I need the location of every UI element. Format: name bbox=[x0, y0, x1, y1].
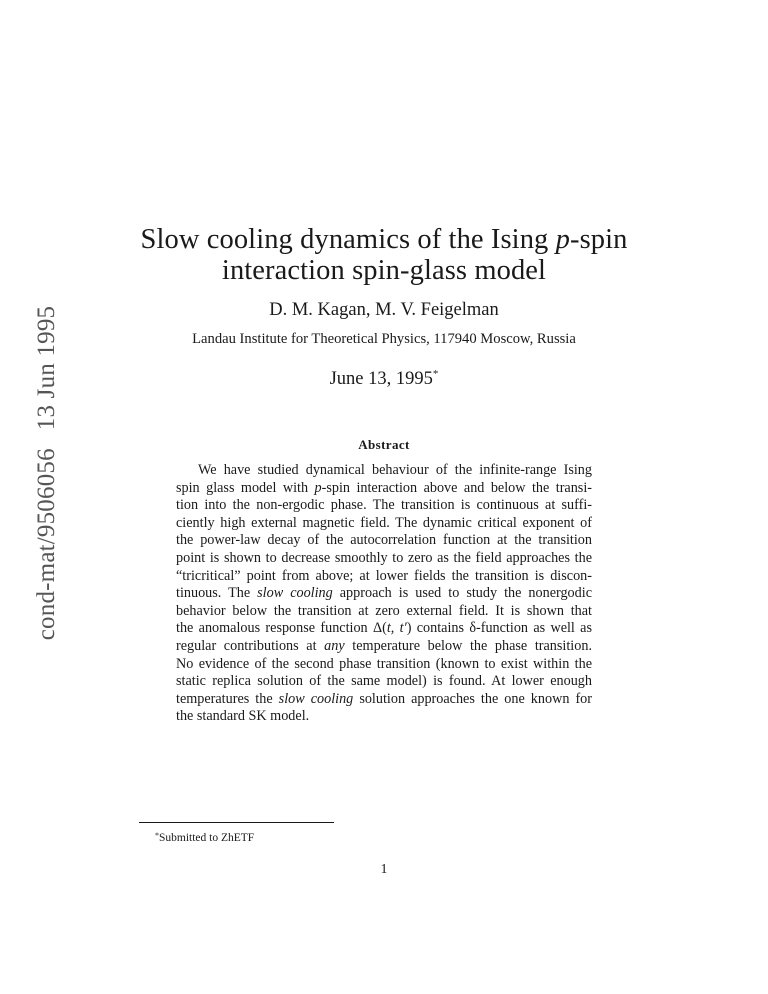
abstract-line: static replica solution of the same model) is found. At lower enough bbox=[176, 673, 592, 690]
abstract-line: the standard SK model. bbox=[176, 708, 310, 725]
abstract-line: No evidence of the second phase transition (known to exist within the bbox=[176, 655, 592, 672]
abstract-line: the power-law decay of the autocorrelation function at the transition bbox=[176, 532, 592, 549]
footnote-marker: * bbox=[432, 368, 439, 380]
affiliation: Landau Institute for Theoretical Physics, 117940 Moscow, Russia bbox=[192, 331, 576, 347]
abstract-line: We have studied dynamical behaviour of the infinite-range Ising bbox=[198, 462, 592, 478]
arxiv-sidebar-stamp bbox=[33, 306, 61, 641]
abstract-line: the anomalous response function Δ(t, t′) contains δ-function as well as bbox=[176, 620, 592, 637]
date-text: June 13, 1995 bbox=[329, 369, 433, 389]
arxiv-date: 13 Jun 1995 bbox=[33, 305, 60, 431]
authors: D. M. Kagan, M. V. Feigelman bbox=[269, 300, 499, 320]
title-math-p: p bbox=[555, 224, 570, 255]
abstract-line: point is shown to decrease smoothly to zero as the field approaches the bbox=[176, 549, 592, 566]
footnote-divider bbox=[139, 822, 334, 823]
page-number: 1 bbox=[380, 862, 388, 877]
title-line-1 bbox=[140, 224, 628, 255]
abstract-line: spin glass model with p-spin interaction above and below the transi- bbox=[176, 479, 592, 496]
abstract-line: “tricritical” point from above; at lower fields the transition is discon- bbox=[176, 567, 592, 584]
title-line-2: interaction spin-glass model bbox=[221, 255, 547, 286]
footnote-text: Submitted to ZhETF bbox=[159, 832, 255, 844]
footnote-mark: * bbox=[155, 831, 159, 840]
abstract-line: temperatures the slow cooling solution approaches the one known for bbox=[176, 690, 592, 707]
abstract-line: tion into the non-ergodic phase. The transition is continuous at suffi- bbox=[176, 497, 592, 514]
abstract-line: tinuous. The slow cooling approach is used to study the nonergodic bbox=[176, 585, 592, 602]
title-text: -spin bbox=[569, 224, 628, 255]
abstract-line: behavior below the transition at zero external field. It is shown that bbox=[176, 602, 592, 619]
abstract-heading: Abstract bbox=[358, 437, 410, 452]
publication-date bbox=[140, 363, 628, 390]
abstract-line: regular contributions at any temperature below the phase transition. bbox=[176, 637, 592, 654]
paper-title bbox=[140, 224, 628, 286]
footnote bbox=[155, 829, 254, 845]
abstract-body bbox=[176, 462, 592, 726]
arxiv-identifier: cond-mat/9506056 bbox=[33, 448, 60, 641]
title-text: Slow cooling dynamics of the Ising bbox=[140, 224, 556, 255]
abstract-line: ciently high external magnetic field. The dynamic critical exponent of bbox=[176, 514, 592, 531]
